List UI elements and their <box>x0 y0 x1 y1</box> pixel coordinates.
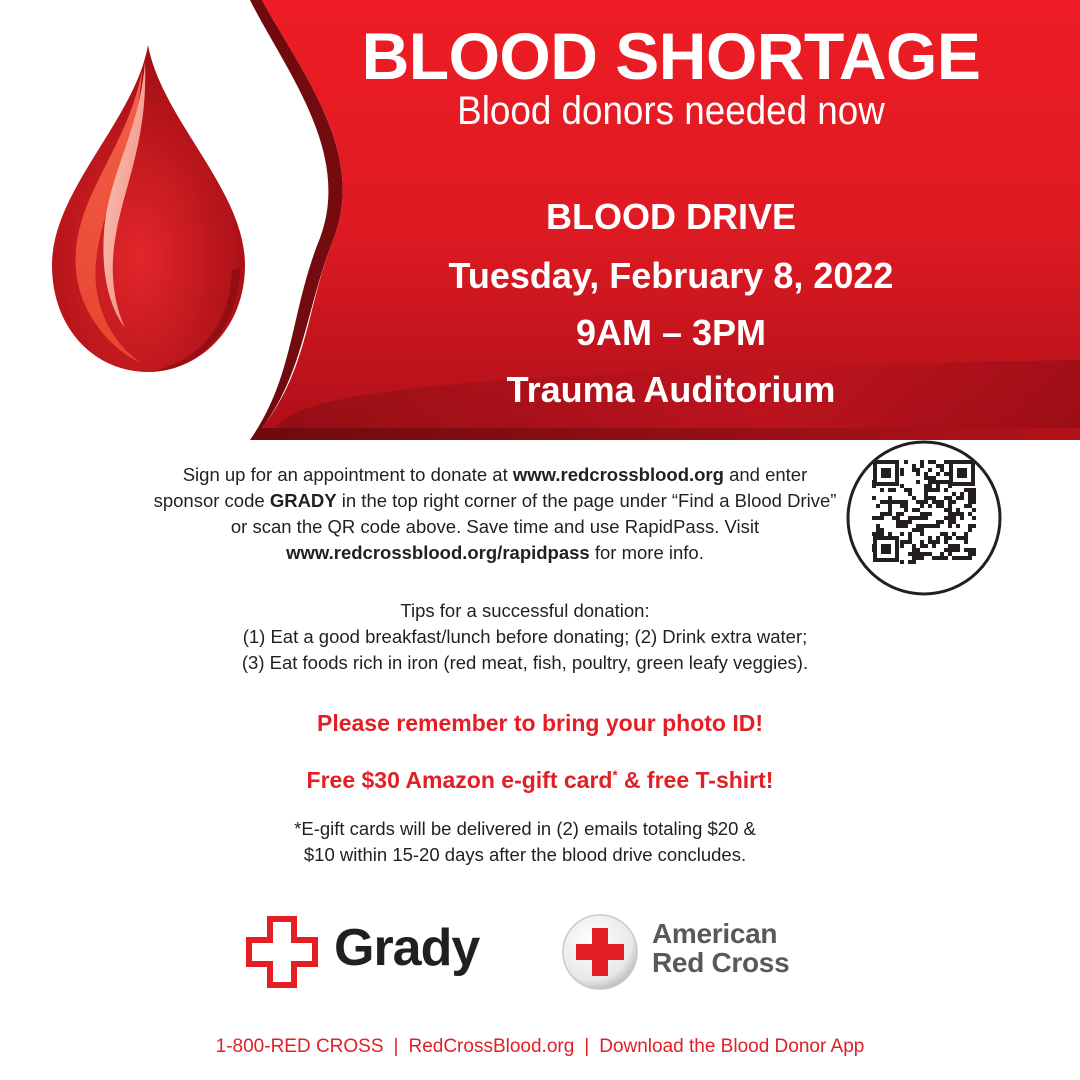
qr-module <box>960 512 964 516</box>
qr-module <box>956 524 960 528</box>
qr-module <box>924 524 928 528</box>
signup-text-2: and enter sponsor code <box>153 464 808 511</box>
qr-module <box>912 508 916 512</box>
qr-module <box>880 516 884 520</box>
qr-module <box>900 472 904 476</box>
qr-module <box>896 520 900 524</box>
qr-module <box>960 492 964 496</box>
qr-module <box>900 520 904 524</box>
qr-module <box>892 488 896 492</box>
qr-module <box>900 532 904 536</box>
qr-module <box>924 496 928 500</box>
qr-module <box>948 516 952 520</box>
qr-module <box>892 516 896 520</box>
qr-module <box>936 524 940 528</box>
qr-module <box>920 524 924 528</box>
qr-module <box>952 544 956 548</box>
qr-module <box>948 496 952 500</box>
qr-module <box>936 500 940 504</box>
qr-module <box>908 516 912 520</box>
fineprint-line-1: *E-gift cards will be delivered in (2) emails totaling $20 & <box>294 818 756 839</box>
qr-module <box>948 508 952 512</box>
qr-module <box>872 496 876 500</box>
qr-module <box>940 520 944 524</box>
qr-module <box>936 488 940 492</box>
qr-module <box>880 528 884 532</box>
drive-location: Trauma Auditorium <box>506 369 836 410</box>
qr-module <box>908 560 912 564</box>
qr-module <box>964 540 968 544</box>
qr-module <box>876 532 880 536</box>
qr-module <box>968 496 972 500</box>
qr-module <box>880 532 884 536</box>
qr-module <box>920 556 924 560</box>
qr-module <box>928 460 932 464</box>
qr-module <box>952 500 956 504</box>
qr-module <box>900 500 904 504</box>
qr-module <box>924 544 928 548</box>
qr-module <box>944 508 948 512</box>
qr-module <box>912 556 916 560</box>
sponsor-code: GRADY <box>269 490 337 511</box>
drive-date: Tuesday, February 8, 2022 <box>448 255 894 296</box>
qr-module <box>876 516 880 520</box>
qr-module <box>872 516 876 520</box>
qr-module <box>932 476 936 480</box>
qr-module <box>964 488 968 492</box>
tips-heading: Tips for a successful donation: <box>400 600 650 621</box>
qr-module <box>968 556 972 560</box>
qr-module <box>916 516 920 520</box>
qr-module <box>936 504 940 508</box>
qr-module <box>888 532 892 536</box>
fineprint-line-2: $10 within 15-20 days after the blood drive concludes. <box>303 844 747 865</box>
qr-module <box>928 524 932 528</box>
qr-module <box>936 484 940 488</box>
footer-website[interactable]: RedCrossBlood.org <box>408 1036 575 1057</box>
qr-module <box>936 540 940 544</box>
qr-module <box>932 544 936 548</box>
qr-module <box>904 488 908 492</box>
qr-module <box>964 556 968 560</box>
grady-logo <box>246 916 486 988</box>
arc-wordmark-line-2: Red Cross <box>652 947 790 978</box>
gift-fineprint <box>200 816 850 868</box>
headline: BLOOD SHORTAGE <box>361 19 981 93</box>
qr-module <box>896 500 900 504</box>
qr-module <box>956 512 960 516</box>
qr-module <box>924 492 928 496</box>
qr-module <box>960 496 964 500</box>
qr-module <box>944 532 948 536</box>
subheadline: Blood donors needed now <box>457 89 885 133</box>
qr-module <box>940 532 944 536</box>
rapidpass-link[interactable]: www.redcrossblood.org/rapidpass <box>286 542 590 563</box>
qr-module <box>920 460 924 464</box>
qr-module <box>944 460 948 464</box>
qr-module <box>932 500 936 504</box>
qr-module <box>952 556 956 560</box>
qr-module <box>944 488 948 492</box>
qr-module <box>972 500 976 504</box>
qr-module <box>920 516 924 520</box>
qr-module <box>956 508 960 512</box>
qr-module <box>968 552 972 556</box>
qr-module <box>884 512 888 516</box>
qr-module <box>900 544 904 548</box>
qr-module <box>972 508 976 512</box>
qr-module <box>900 468 904 472</box>
footer-contact <box>0 1036 1080 1058</box>
qr-module <box>876 524 880 528</box>
qr-module <box>896 516 900 520</box>
qr-module <box>920 528 924 532</box>
qr-module <box>900 540 904 544</box>
arc-wordmark-line-1: American <box>652 918 778 949</box>
donation-tips <box>170 598 880 676</box>
tips-line-1: (1) Eat a good breakfast/lunch before donating; (2) Drink extra water; <box>242 626 808 647</box>
qr-module <box>928 540 932 544</box>
qr-module <box>928 536 932 540</box>
qr-code[interactable] <box>846 440 1002 596</box>
qr-module <box>904 540 908 544</box>
qr-module <box>916 480 920 484</box>
qr-module <box>896 512 900 516</box>
qr-module <box>924 500 928 504</box>
qr-module <box>908 540 912 544</box>
qr-module <box>932 460 936 464</box>
qr-module <box>928 496 932 500</box>
qr-module <box>948 548 952 552</box>
qr-module <box>944 540 948 544</box>
qr-module <box>956 496 960 500</box>
qr-module <box>888 496 892 500</box>
qr-module <box>904 460 908 464</box>
photo-id-reminder: Please remember to bring your photo ID! <box>316 710 764 736</box>
qr-module <box>916 468 920 472</box>
footer-separator: | <box>393 1036 399 1057</box>
qr-module <box>972 516 976 520</box>
qr-module <box>948 504 952 508</box>
qr-module <box>900 524 904 528</box>
qr-module <box>920 532 924 536</box>
qr-module <box>944 548 948 552</box>
qr-module <box>964 548 968 552</box>
qr-module <box>924 484 928 488</box>
qr-module <box>916 508 920 512</box>
signup-text-1: Sign up for an appointment to donate at <box>182 464 513 485</box>
qr-module <box>940 468 944 472</box>
qr-module <box>936 480 940 484</box>
qr-module <box>972 488 976 492</box>
signup-instructions <box>150 462 840 566</box>
qr-module <box>928 484 932 488</box>
qr-module <box>904 500 908 504</box>
qr-module <box>908 492 912 496</box>
qr-module <box>972 548 976 552</box>
drive-label: BLOOD DRIVE <box>545 196 796 237</box>
qr-module <box>956 544 960 548</box>
qr-module <box>904 508 908 512</box>
qr-module <box>876 504 880 508</box>
qr-module <box>960 556 964 560</box>
qr-module <box>928 552 932 556</box>
qr-module <box>888 512 892 516</box>
qr-module <box>932 488 936 492</box>
qr-module <box>972 492 976 496</box>
qr-module <box>944 480 948 484</box>
qr-module <box>916 472 920 476</box>
qr-module <box>940 500 944 504</box>
qr-module <box>932 556 936 560</box>
qr-module <box>876 528 880 532</box>
blood-drop-icon <box>52 45 245 372</box>
qr-module <box>900 484 904 488</box>
qr-module <box>888 504 892 508</box>
qr-module <box>900 560 904 564</box>
qr-module <box>920 512 924 516</box>
qr-module <box>936 464 940 468</box>
qr-module <box>904 520 908 524</box>
qr-module <box>904 524 908 528</box>
qr-module <box>912 496 916 500</box>
qr-module <box>912 528 916 532</box>
qr-module <box>924 476 928 480</box>
qr-module <box>968 524 972 528</box>
signup-link[interactable]: www.redcrossblood.org <box>512 464 724 485</box>
qr-module <box>948 520 952 524</box>
qr-module <box>880 500 884 504</box>
qr-module <box>884 500 888 504</box>
qr-module <box>944 472 948 476</box>
qr-module <box>908 532 912 536</box>
qr-module <box>916 500 920 504</box>
qr-module <box>888 508 892 512</box>
qr-module <box>940 504 944 508</box>
qr-module <box>956 548 960 552</box>
qr-module <box>880 512 884 516</box>
qr-module <box>928 480 932 484</box>
qr-module <box>944 556 948 560</box>
qr-module <box>916 528 920 532</box>
qr-module <box>948 500 952 504</box>
qr-module <box>944 516 948 520</box>
qr-module <box>924 472 928 476</box>
qr-module <box>944 496 948 500</box>
qr-module <box>908 520 912 524</box>
qr-module <box>912 544 916 548</box>
qr-module <box>968 512 972 516</box>
qr-module <box>908 488 912 492</box>
qr-module <box>968 500 972 504</box>
qr-module <box>916 548 920 552</box>
qr-module <box>952 492 956 496</box>
qr-module <box>936 472 940 476</box>
gift-text-b: & free T-shirt! <box>617 767 774 793</box>
qr-module <box>928 504 932 508</box>
qr-module <box>920 552 924 556</box>
qr-module <box>924 516 928 520</box>
qr-module <box>920 540 924 544</box>
qr-module <box>952 548 956 552</box>
qr-module <box>920 544 924 548</box>
qr-module <box>972 552 976 556</box>
grady-cross-icon <box>246 916 318 988</box>
qr-module <box>964 536 968 540</box>
qr-module <box>948 524 952 528</box>
qr-module <box>900 512 904 516</box>
qr-module <box>924 552 928 556</box>
qr-module <box>948 536 952 540</box>
qr-module <box>968 504 972 508</box>
qr-module <box>968 528 972 532</box>
qr-module <box>920 464 924 468</box>
qr-module <box>916 556 920 560</box>
qr-module <box>912 548 916 552</box>
red-cross-icon <box>560 912 640 992</box>
qr-module <box>944 536 948 540</box>
qr-module <box>888 488 892 492</box>
qr-module <box>968 492 972 496</box>
qr-module <box>920 504 924 508</box>
qr-module <box>936 536 940 540</box>
qr-module <box>968 488 972 492</box>
qr-module <box>892 500 896 504</box>
qr-module <box>964 504 968 508</box>
drive-time: 9AM – 3PM <box>575 312 767 353</box>
qr-module <box>888 500 892 504</box>
qr-module <box>912 516 916 520</box>
qr-module <box>912 560 916 564</box>
qr-module <box>916 524 920 528</box>
qr-module <box>940 552 944 556</box>
qr-module <box>956 536 960 540</box>
qr-module <box>896 524 900 528</box>
qr-module <box>940 464 944 468</box>
qr-module <box>952 532 956 536</box>
qr-module <box>968 548 972 552</box>
qr-module <box>932 496 936 500</box>
qr-module <box>928 476 932 480</box>
qr-module <box>900 504 904 508</box>
footer-separator: | <box>584 1036 590 1057</box>
qr-module <box>912 552 916 556</box>
qr-module <box>948 552 952 556</box>
qr-module <box>920 500 924 504</box>
qr-module <box>952 520 956 524</box>
qr-module <box>940 556 944 560</box>
qr-module <box>912 468 916 472</box>
qr-module <box>952 516 956 520</box>
qr-module <box>956 556 960 560</box>
signup-text-3: in the top right corner of the page under “Find a Blood Drive” or scan the QR code above. Save time and use RapidPass. Visit <box>230 490 837 537</box>
qr-module <box>940 480 944 484</box>
qr-module <box>928 488 932 492</box>
qr-module <box>880 488 884 492</box>
qr-module <box>932 524 936 528</box>
qr-module <box>932 540 936 544</box>
qr-module <box>960 516 964 520</box>
qr-module <box>924 512 928 516</box>
footer-phone[interactable]: 1-800-RED CROSS <box>215 1036 384 1057</box>
qr-module <box>916 552 920 556</box>
qr-module <box>936 556 940 560</box>
qr-module <box>948 512 952 516</box>
gift-text-a: Free $30 Amazon e-gift card <box>306 767 613 793</box>
qr-module <box>960 536 964 540</box>
qr-module <box>972 524 976 528</box>
gift-asterisk: * <box>612 767 618 783</box>
qr-module <box>872 532 876 536</box>
qr-module <box>928 512 932 516</box>
qr-module <box>952 512 956 516</box>
qr-module <box>908 536 912 540</box>
grady-wordmark: Grady <box>334 919 480 977</box>
qr-module <box>928 468 932 472</box>
tips-line-2: (3) Eat foods rich in iron (red meat, fish, poultry, green leafy veggies). <box>241 652 809 673</box>
qr-module <box>936 520 940 524</box>
footer-app-download[interactable]: Download the Blood Donor App <box>599 1036 865 1057</box>
signup-text-4: for more info. <box>589 542 704 563</box>
qr-module <box>904 504 908 508</box>
qr-module <box>972 496 976 500</box>
qr-module <box>964 532 968 536</box>
qr-module <box>912 464 916 468</box>
american-red-cross-logo <box>560 912 820 992</box>
qr-module <box>924 488 928 492</box>
qr-module <box>908 552 912 556</box>
qr-module <box>948 544 952 548</box>
gift-offer <box>100 766 980 794</box>
qr-module <box>932 480 936 484</box>
